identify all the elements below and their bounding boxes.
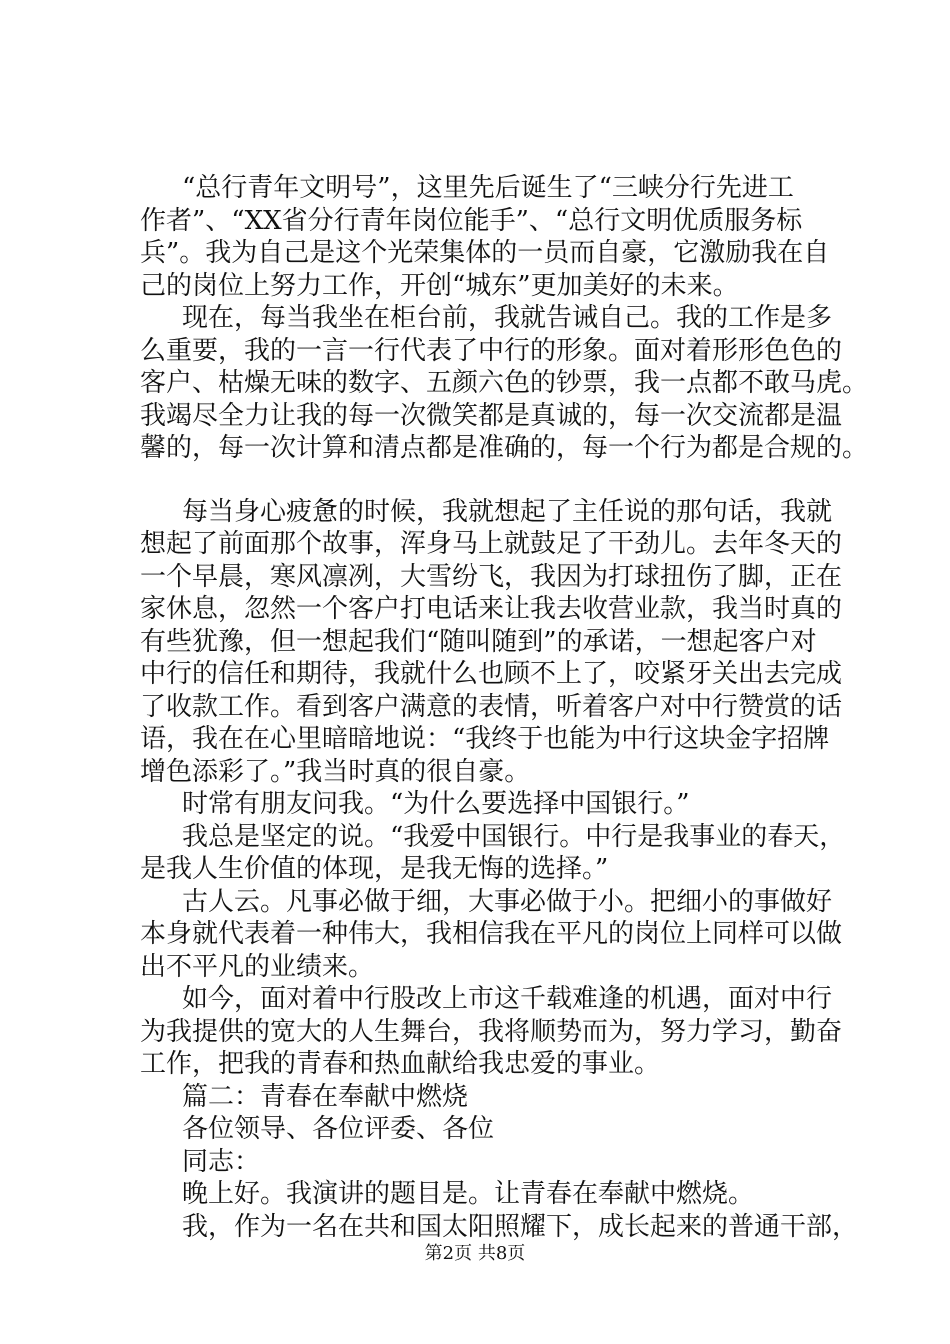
text-line: “总行青年文明号”，这里先后诞生了“三峡分行先进工 (182, 173, 794, 203)
text-line: 为我提供的宽大的人生舞台，我将顺势而为，努力学习，勤奋 (140, 1016, 843, 1047)
text-line: 一个早晨，寒风凛冽，大雪纷飞，我因为打球扭伤了脚，正在 (140, 561, 843, 592)
text-line: 时常有朋友问我。“为什么要选择中国银行。” (182, 789, 690, 819)
text-line: 我竭尽全力让我的每一次微笑都是真诚的，每一次交流都是温 (140, 400, 843, 431)
text-line: 出不平凡的业绩来。 (140, 951, 375, 982)
text-line: 是我人生价值的体现，是我无悔的选择。” (140, 854, 609, 884)
text-line: 我，作为一名在共和国太阳照耀下，成长起来的普通干部， (182, 1211, 859, 1242)
text-line: 馨的，每一次计算和清点都是准确的，每一个行为都是合规的。 (140, 433, 869, 463)
text-line: 家休息，忽然一个客户打电话来让我去收营业款，我当时真的 (140, 594, 843, 624)
text-line: 中行的信任和期待，我就什么也顾不上了，咬紧牙关出去完成 (140, 659, 843, 689)
text-line: 语，我在在心里暗暗地说：“我终于也能为中行这块金字招牌 (140, 724, 830, 754)
text-line: 每当身心疲惫的时候，我就想起了主任说的那句话，我就 (182, 496, 833, 527)
text-line: 兵”。我为自己是这个光荣集体的一员而自豪，它激励我在自 (140, 238, 830, 268)
text-line: 己的岗位上努力工作，开创“城东”更加美好的未来。 (140, 270, 739, 301)
document-body (140, 172, 869, 1243)
text-line: 么重要，我的一言一行代表了中行的形象。面对着形形色色的 (140, 335, 843, 366)
text-line: 同志： (182, 1146, 261, 1177)
text-line: 古人云。凡事必做于细，大事必做于小。把细小的事做好 (182, 886, 833, 917)
text-line: 各位领导、各位评委、各位 (182, 1114, 495, 1144)
section-heading: 篇二：青春在奉献中燃烧 (182, 1081, 469, 1112)
text-line: 现在，每当我坐在柜台前，我就告诫自己。我的工作是多 (182, 303, 833, 333)
paragraph-gap (140, 465, 840, 496)
text-line: 如今，面对着中行股改上市这千载难逢的机遇，面对中行 (182, 984, 833, 1014)
text-line: 晚上好。我演讲的题目是。让青春在奉献中燃烧。 (182, 1179, 755, 1209)
text-line: 工作，把我的青春和热血献给我忠爱的事业。 (140, 1049, 661, 1079)
text-line: 有些犹豫，但一想起我们“随叫随到”的承诺，一想起客户对 (140, 626, 817, 657)
text-line: 增色添彩了。”我当时真的很自豪。 (140, 756, 531, 787)
text-line: 作者”、“XX省分行青年岗位能手”、“总行文明优质服务标 (140, 205, 803, 236)
text-line: 客户、枯燥无味的数字、五颜六色的钞票，我一点都不敢马虎。 (140, 368, 869, 398)
text-line: 本身就代表着一种伟大，我相信我在平凡的岗位上同样可以做 (140, 919, 843, 949)
text-line: 我总是坚定的说。“我爱中国银行。中行是我事业的春天， (182, 821, 846, 852)
text-line: 想起了前面那个故事，浑身马上就鼓足了干劲儿。去年冬天的 (140, 529, 843, 559)
text-line: 了收款工作。看到客户满意的表情，听着客户对中行赞赏的话 (140, 691, 843, 722)
page-number-footer: 第2页 共8页 (424, 1243, 526, 1264)
